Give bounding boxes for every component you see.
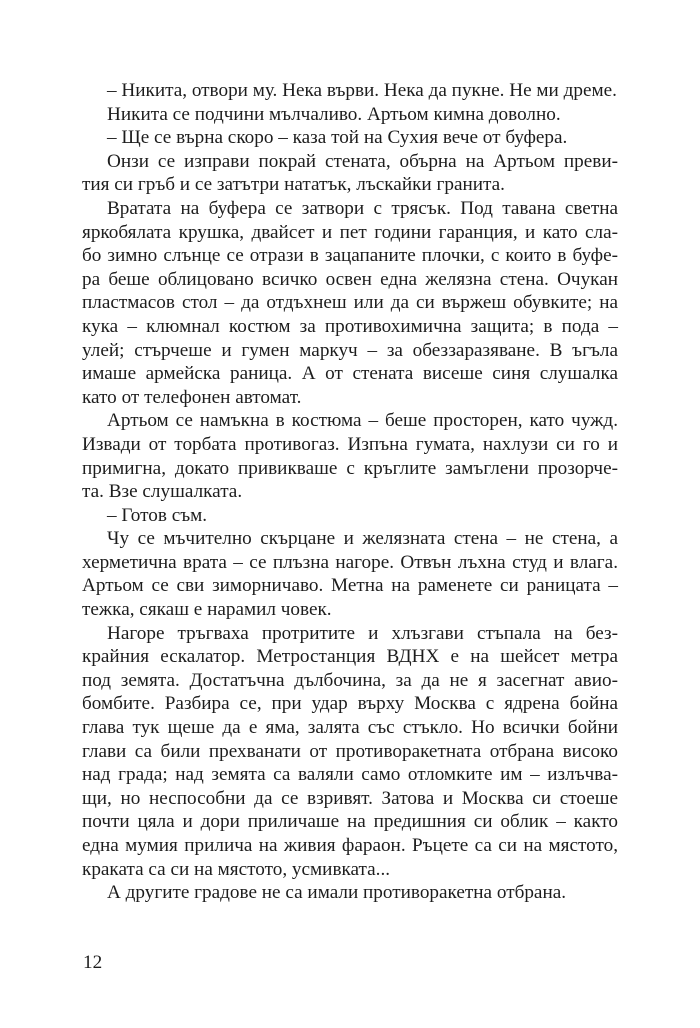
text-line: ра беше облицовано всичко освен една желязна стена. Очукан — [82, 268, 618, 290]
text-line: та. Взе слушалката. — [82, 481, 243, 503]
text-line: бо зимно слънце се отрази в зацапаните плочки, с които в буфе- — [82, 245, 618, 267]
text-line: краката са си на мястото, усмивката... — [82, 858, 391, 880]
text-line: А другите градове не са имали противоракетна отбрана. — [107, 882, 567, 904]
text-line: – Никита, отвори му. Нека върви. Нека да пукне. Не ми дреме. — [107, 80, 617, 101]
text-line: глава тук щеше да е яма, залята със стъкло. Но всички бойни — [82, 717, 618, 739]
text-line: имаше армейска раница. А от стената висеше синя слушалка — [82, 363, 618, 385]
text-line: тежка, сякаш е нарамил човек. — [82, 599, 332, 621]
text-line: тия си гръб и се затътри нататък, лъскайки гранита. — [82, 174, 505, 196]
text-line: бомбите. Разбира се, при удар върху Москва с ядрена бойна — [82, 693, 618, 715]
text-line: яркобялата крушка, двайсет и пет години гаранция, и като сла- — [82, 221, 618, 243]
text-line: Чу се мъчително скърцане и желязната стена – не стена, а — [107, 528, 618, 550]
text-line: примигна, докато привикваше с кръглите замъглени прозорче- — [82, 457, 618, 479]
text-line: Артьом се сви зиморничаво. Метна на раменете си раницата – — [82, 575, 618, 597]
text-line: глави са били прехванати от противоракетната отбрана високо — [82, 740, 618, 762]
text-line: улей; стърчеше и гумен маркуч – за обеззаразяване. В ъгъла — [82, 339, 618, 361]
text-line: над града; над земята са валяли само отломките им – излъчва- — [82, 764, 618, 786]
text-line: една мумия прилича на живия фараон. Ръцете са си на мястото, — [82, 835, 618, 856]
text-line: крайния ескалатор. Метростанция ВДНХ е на шейсет метра — [82, 646, 618, 668]
text-line: кука – клюмнал костюм за противохимична защита; в пода – — [82, 315, 618, 337]
text-line: – Готов съм. — [107, 504, 208, 526]
text-line: Нагоре тръгваха протритите и хлъзгави стъпала на без- — [107, 622, 618, 644]
text-line: херметична врата – се плъзна нагоре. Отвън лъхна студ и влага. — [82, 551, 618, 573]
text-line: Извади от торбата противогаз. Изпъна гумата, нахлузи си го и — [82, 433, 618, 455]
text-line: – Ще се върна скоро – каза той на Сухия вече от буфера. — [107, 127, 568, 149]
text-line: Онзи се изправи покрай стената, обърна на Артьом преви- — [107, 150, 618, 172]
body-text — [82, 79, 618, 905]
text-line: под земята. Достатъчна дълбочина, за да не я засегнат авио- — [82, 669, 618, 691]
text-line: щи, но неспособни да се взривят. Затова и Москва си стоеше — [82, 787, 618, 809]
text-line: почти цяла и дори приличаше на предишния си облик – както — [82, 811, 618, 833]
page-number: 12 — [83, 952, 103, 973]
text-line: пластмасов стол – да отдъхнеш или да си вържеш обувките; на — [82, 292, 618, 314]
text-line: Вратата на буфера се затвори с трясък. Под тавана светна — [107, 197, 618, 219]
text-line: Никита се подчини мълчаливо. Артьом кимна доволно. — [107, 103, 561, 125]
text-line: Артьом се намъкна в костюма – беше просторен, като чужд. — [107, 410, 618, 432]
text-line: като от телефонен автомат. — [82, 386, 302, 408]
